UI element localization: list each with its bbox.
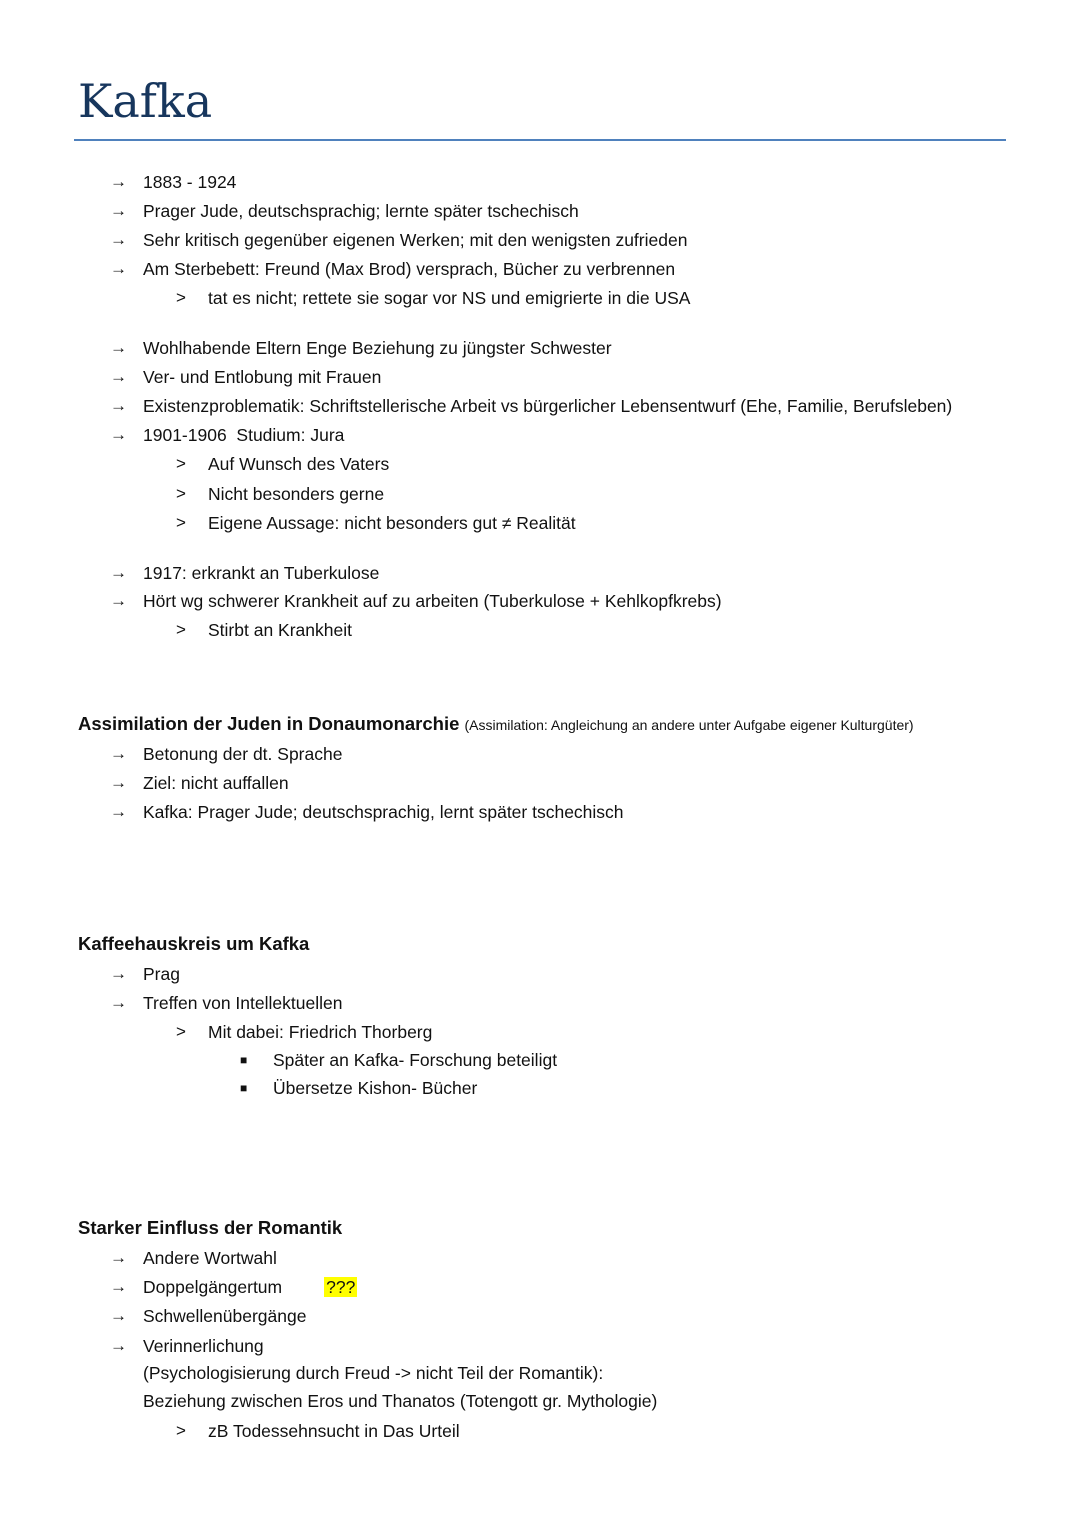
list-item: → Andere Wortwahl <box>110 1248 277 1268</box>
arrow-icon: → <box>110 964 127 983</box>
square-bullet-icon: ■ <box>240 1081 248 1095</box>
chevron-right-icon: > <box>176 1022 186 1041</box>
arrow-icon: → <box>110 802 127 821</box>
arrow-icon: → <box>110 201 127 220</box>
arrow-icon: → <box>110 172 127 191</box>
list-item: → Existenzproblematik: Schriftstellerische Arbeit vs bürgerlicher Lebensentwurf (Ehe, Familie, Berufsleben) <box>110 396 953 416</box>
list-item-continuation: (Psychologisierung durch Freud -> nicht Teil der Romantik): <box>143 1363 604 1383</box>
heading-note: (Assimilation: Angleichung an andere unter Aufgabe eigener Kulturgüter) <box>464 717 914 733</box>
chevron-right-icon: > <box>176 484 186 503</box>
sub-list-item: > Eigene Aussage: nicht besonders gut ≠ Realität <box>176 513 576 533</box>
arrow-icon: → <box>110 230 127 249</box>
sub-list-item: > zB Todessehnsucht in Das Urteil <box>176 1421 460 1441</box>
arrow-icon: → <box>110 744 127 763</box>
arrow-icon: → <box>110 1248 127 1267</box>
list-item: → Ver- und Entlobung mit Frauen <box>110 367 382 387</box>
list-item: → 1901-1906 Studium: Jura <box>110 425 345 445</box>
arrow-icon: → <box>110 259 127 278</box>
list-item: → Sehr kritisch gegenüber eigenen Werken; mit den wenigsten zufrieden <box>110 230 688 250</box>
list-item: → Wohlhabende Eltern Enge Beziehung zu jüngster Schwester <box>110 338 612 358</box>
sub-list-item: > Stirbt an Krankheit <box>176 620 352 640</box>
chevron-right-icon: > <box>176 454 186 473</box>
list-item: → Hört wg schwerer Krankheit auf zu arbeiten (Tuberkulose + Kehlkopfkrebs) <box>110 591 722 611</box>
list-item: → Doppelgängertum ??? <box>110 1277 356 1297</box>
list-item: → 1917: erkrankt an Tuberkulose <box>110 563 380 583</box>
chevron-right-icon: > <box>176 620 186 639</box>
list-item: → Treffen von Intellektuellen <box>110 993 343 1013</box>
arrow-icon: → <box>110 425 127 444</box>
list-item: → Schwellenübergänge <box>110 1306 307 1326</box>
title-divider <box>74 139 1006 141</box>
sub-list-item: > tat es nicht; rettete sie sogar vor NS und emigrierte in die USA <box>176 288 691 308</box>
list-item: → 1883 - 1924 <box>110 172 237 192</box>
sub-list-item: > Nicht besonders gerne <box>176 484 385 504</box>
sub-sub-list-item: ■ Übersetze Kishon- Bücher <box>240 1078 478 1098</box>
arrow-icon: → <box>110 1277 127 1296</box>
list-item: → Ziel: nicht auffallen <box>110 773 289 793</box>
section-heading-romantik: Starker Einfluss der Romantik <box>78 1217 343 1238</box>
section-heading-kaffeehauskreis: Kaffeehauskreis um Kafka <box>78 933 310 954</box>
chevron-right-icon: > <box>176 513 186 532</box>
list-item: → Am Sterbebett: Freund (Max Brod) versprach, Bücher zu verbrennen <box>110 259 676 279</box>
list-item: → Kafka: Prager Jude; deutschsprachig, lernt später tschechisch <box>110 802 624 822</box>
arrow-icon: → <box>110 1336 127 1355</box>
sub-list-item: > Auf Wunsch des Vaters <box>176 454 390 474</box>
arrow-icon: → <box>110 338 127 357</box>
arrow-icon: → <box>110 773 127 792</box>
list-item: → Prag <box>110 964 180 984</box>
sub-list-item: > Mit dabei: Friedrich Thorberg <box>176 1022 433 1042</box>
page-title: Kafka <box>78 74 213 128</box>
list-item: → Verinnerlichung <box>110 1336 264 1356</box>
section-heading-assimilation: Assimilation der Juden in Donaumonarchie (Assimilation: Angleichung an andere unter Aufgabe eigener Kulturgüter) <box>78 713 914 734</box>
chevron-right-icon: > <box>176 288 186 307</box>
arrow-icon: → <box>110 367 127 386</box>
arrow-icon: → <box>110 591 127 610</box>
arrow-icon: → <box>110 1306 127 1325</box>
arrow-icon: → <box>110 993 127 1012</box>
arrow-icon: → <box>110 396 127 415</box>
square-bullet-icon: ■ <box>240 1053 248 1067</box>
sub-sub-list-item: ■ Später an Kafka- Forschung beteiligt <box>240 1050 558 1070</box>
list-item: → Prager Jude, deutschsprachig; lernte später tschechisch <box>110 201 579 221</box>
highlighted-question-marks: ??? <box>326 1277 356 1297</box>
list-item: → Betonung der dt. Sprache <box>110 744 343 764</box>
list-item-continuation: Beziehung zwischen Eros und Thanatos (Totengott gr. Mythologie) <box>143 1391 658 1411</box>
chevron-right-icon: > <box>176 1421 186 1440</box>
arrow-icon: → <box>110 563 127 582</box>
